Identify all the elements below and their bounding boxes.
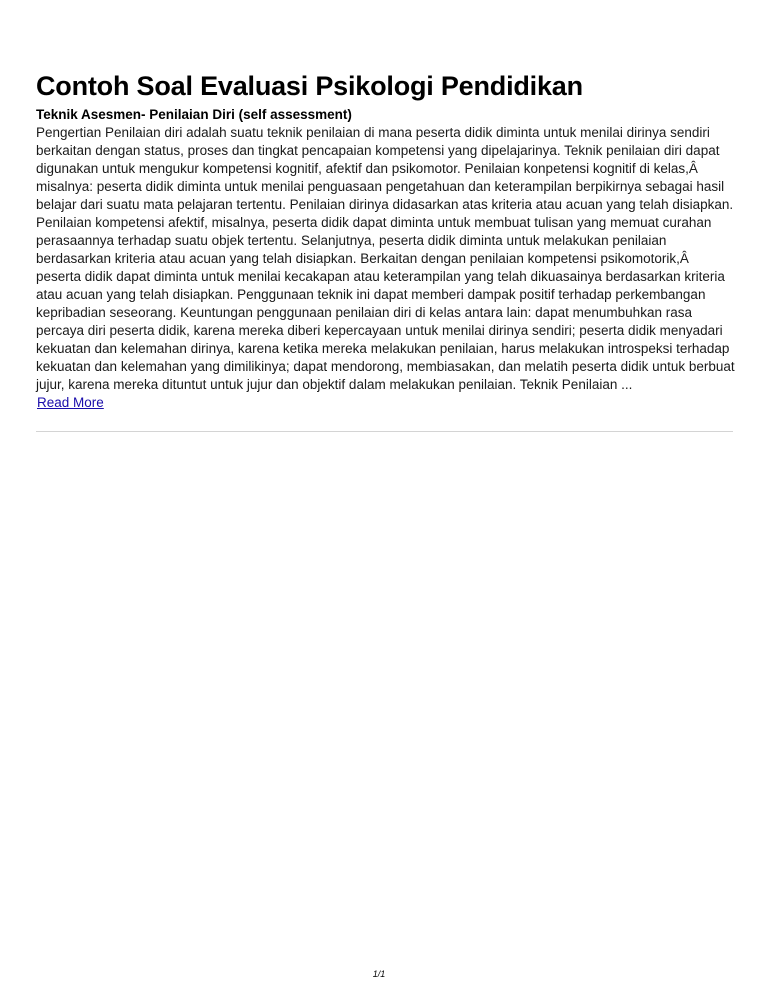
page-title: Contoh Soal Evaluasi Psikologi Pendidikan — [36, 71, 583, 102]
article-body: Pengertian Penilaian diri adalah suatu teknik penilaian di mana peserta didik diminta untuk menilai dirinya sendiri berkaitan dengan status, proses dan tingkat pencapaian kompetensi yang dipelajarinya. Teknik penilaian diri dapat digunakan untuk mengukur kompetensi kognitif, afektif dan psikomotor. Penilaian konpetensi kognitif di kelas,Â misalnya: peserta didik diminta untuk menilai penguasaan pengetahuan dan keterampilan berpikirnya sebagai hasil belajar dari suatu mata pelajaran tertentu. Penilaian dirinya didasarkan atas kriteria atau acuan yang telah disiapkan. Penilaian kompetensi afektif, misalnya, peserta didik dapat diminta untuk membuat tulisan yang memuat curahan perasaannya terhadap suatu objek tertentu. Selanjutnya, peserta didik diminta untuk melakukan penilaian berdasarkan kriteria atau acuan yang telah disiapkan. Berkaitan dengan penilaian kompetensi psikomotorik,Â peserta didik dapat diminta untuk menilai kecakapan atau keterampilan yang telah dikuasainya berdasarkan kriteria atau acuan yang telah disiapkan. Penggunaan teknik ini dapat memberi dampak positif terhadap perkembangan kepribadian seseorang. Keuntungan penggunaan penilaian diri di kelas antara lain: dapat menumbuhkan rasa percaya diri peserta didik, karena mereka diberi kepercayaan untuk menilai dirinya sendiri; peserta didik menyadari kekuatan dan kelemahan dirinya, karena ketika mereka melakukan penilaian, harus melakukan introspeksi terhadap kekuatan dan kelemahan yang dimilikinya; dapat mendorong, membiasakan, dan melatih peserta didik untuk berbuat jujur, karena mereka dituntut untuk jujur dan objektif dalam melakukan penilaian. Teknik Penilaian ... — [36, 125, 735, 392]
divider — [36, 431, 733, 432]
read-more-link[interactable]: Read More — [37, 395, 104, 410]
page-number: 1/1 — [372, 969, 386, 979]
article-heading: Teknik Asesmen- Penilaian Diri (self assessment) — [36, 107, 352, 122]
article — [36, 106, 736, 412]
